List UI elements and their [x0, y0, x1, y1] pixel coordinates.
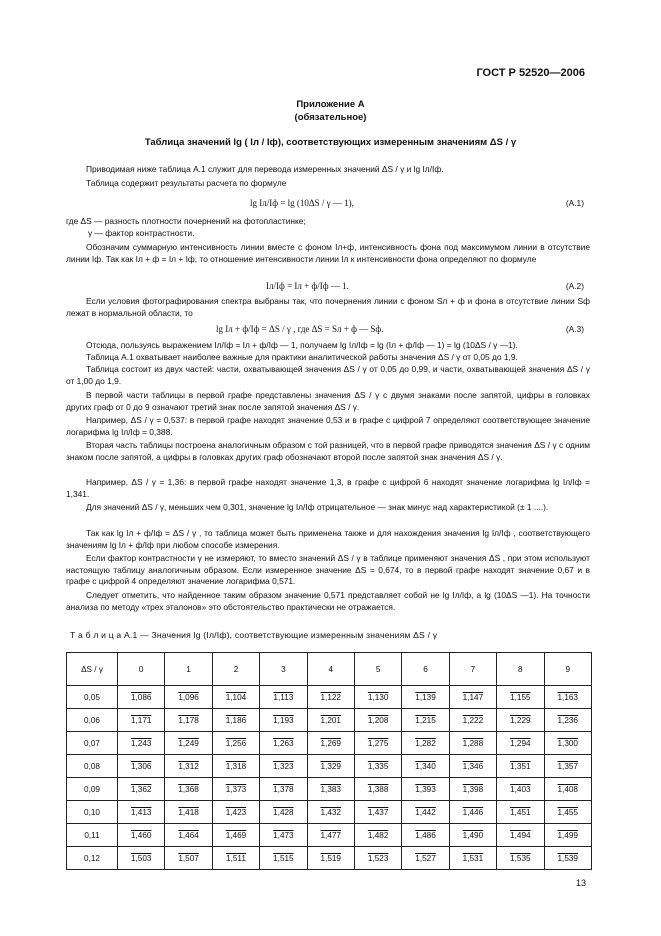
table-cell: 1,442 [402, 801, 449, 824]
formula-number: (А.2) [565, 281, 584, 291]
table-cell: 1,378 [260, 778, 307, 801]
table-cell: 1,486 [402, 824, 449, 847]
table-cell: 1,451 [497, 801, 544, 824]
table-cell: 1,282 [402, 732, 449, 755]
table-cell: 1,113 [260, 686, 307, 709]
table-cell: 1,446 [449, 801, 496, 824]
paragraph: Отсюда, пользуясь выражением Iл/Iф = Iл + ф/Iф — 1, получаем lg Iл/Iф = lg (Iл + ф/Iф — 1) = lg (10ΔS / γ —1). [86, 340, 518, 350]
table-cell: 1,428 [260, 801, 307, 824]
column-header: 6 [402, 653, 449, 686]
table-cell: 1,507 [165, 847, 212, 870]
formula-number: (А.3) [565, 324, 584, 334]
table-cell: 1,306 [118, 755, 165, 778]
table-cell: 1,408 [544, 778, 591, 801]
row-label-cell: 0,08 [67, 755, 118, 778]
table-cell: 1,503 [118, 847, 165, 870]
table-cell: 1,464 [165, 824, 212, 847]
table-cell: 1,519 [307, 847, 354, 870]
row-label-cell: 0,12 [67, 847, 118, 870]
row-label-cell: 0,05 [67, 686, 118, 709]
table-row [67, 778, 592, 801]
table-cell: 1,086 [118, 686, 165, 709]
table-cell: 1,288 [449, 732, 496, 755]
table-cell: 1,186 [212, 709, 259, 732]
table-cell: 1,539 [544, 847, 591, 870]
table-cell: 1,494 [497, 824, 544, 847]
column-header: 4 [307, 653, 354, 686]
column-header: 9 [544, 653, 591, 686]
row-label-cell: 0,06 [67, 709, 118, 732]
formula-text: lg Iл/Iф = lg (10ΔS / γ — 1), [250, 198, 354, 208]
table-row [67, 732, 592, 755]
table-cell: 1,523 [354, 847, 401, 870]
row-label-cell: 0,07 [67, 732, 118, 755]
standard-header: ГОСТ Р 52520—2006 [476, 67, 585, 79]
paragraph: Вторая часть таблицы построена аналогичным образом с той разницей, что в первой графе приводятся значения ΔS / γ с одним знаком после запятой, а цифры в головках других граф обозначают второй после запятой знак значения ΔS / γ. [66, 440, 590, 462]
table-cell: 1,515 [260, 847, 307, 870]
table-cell: 1,222 [449, 709, 496, 732]
table-cell: 1,147 [449, 686, 496, 709]
table-cell: 1,423 [212, 801, 259, 824]
table-cell: 1,351 [497, 755, 544, 778]
table-cell: 1,096 [165, 686, 212, 709]
table-cell: 1,256 [212, 732, 259, 755]
paragraph: где ΔS — разность плотности почернений на фотопластинке; [66, 216, 306, 226]
section-title: Таблица значений lg ( Iл / Iф), соответствующих измеренным значениям ΔS / γ [144, 137, 517, 148]
table-cell: 1,249 [165, 732, 212, 755]
table-cell: 1,236 [544, 709, 591, 732]
page-number: 13 [575, 878, 586, 888]
column-header: 3 [260, 653, 307, 686]
table-cell: 1,460 [118, 824, 165, 847]
table-cell: 1,437 [354, 801, 401, 824]
table-cell: 1,383 [307, 778, 354, 801]
appendix-status: (обязательное) [294, 112, 367, 123]
table-cell: 1,263 [260, 732, 307, 755]
table-cell: 1,323 [260, 755, 307, 778]
table-cell: 1,346 [449, 755, 496, 778]
table-row [67, 755, 592, 778]
table-cell: 1,413 [118, 801, 165, 824]
paragraph: Следует отметить, что найденное таким образом значение 0,571 представляет собой не lg Iл/Iф, а lg (10ΔS —1). На точности анализа по методу «трех эталонов» это обстоятельство практически не отражается. [66, 590, 590, 612]
paragraph: Приводимая ниже таблица А.1 служит для перевода измеренных значений ΔS / γ и lg Iл/Iф. [86, 164, 444, 174]
table-cell: 1,388 [354, 778, 401, 801]
table-cell: 1,418 [165, 801, 212, 824]
appendix-heading [0, 98, 661, 124]
table-cell: 1,357 [544, 755, 591, 778]
table-cell: 1,122 [307, 686, 354, 709]
table-cell: 1,229 [497, 709, 544, 732]
table-row [67, 709, 592, 732]
table-cell: 1,362 [118, 778, 165, 801]
table-cell: 1,455 [544, 801, 591, 824]
row-label-cell: 0,10 [67, 801, 118, 824]
table-cell: 1,130 [354, 686, 401, 709]
table-cell: 1,469 [212, 824, 259, 847]
column-header: 2 [212, 653, 259, 686]
paragraph: Так как lg Iл + ф/Iф = ΔS / γ , то таблица может быть применена также и для нахождения значения lg Iл/Iф , соответствующего значениям lg Iл + ф/Iф при любом способе измерения. [66, 528, 590, 550]
table-cell: 1,275 [354, 732, 401, 755]
table-cell: 1,373 [212, 778, 259, 801]
formula-text: lg Iл + ф/Iф = ΔS / γ , где ΔS = Sл + ф — Sф. [216, 324, 384, 334]
column-header: 7 [449, 653, 496, 686]
table-cell: 1,171 [118, 709, 165, 732]
table-cell: 1,527 [402, 847, 449, 870]
table-cell: 1,398 [449, 778, 496, 801]
table-cell: 1,335 [354, 755, 401, 778]
column-header: 0 [118, 653, 165, 686]
table-cell: 1,294 [497, 732, 544, 755]
column-header: ΔS / γ [67, 653, 118, 686]
paragraph: Таблица состоит из двух частей: части, охватывающей значения ΔS / γ от 0,05 до 0,99, и части, охватывающей значения ΔS / γ от 1,00 до 1,9. [66, 364, 590, 386]
table-caption: Т а б л и ц а А.1 — Значения lg (Iл/Iф), соответствующие измеренным значениям ΔS / γ [70, 630, 438, 640]
paragraph: Таблица содержит результаты расчета по формуле [86, 178, 287, 188]
paragraph: Обозначим суммарную интенсивность линии вместе с фоном Iл+ф, интенсивность фона под максимумом линии в отсутствие линии Iф. Так как Iл + ф = Iл + Iф, то отношение интенсивности линии Iл к интенсивности фона определяют по формуле [66, 242, 590, 264]
table-cell: 1,535 [497, 847, 544, 870]
row-label-cell: 0,11 [67, 824, 118, 847]
table-row [67, 686, 592, 709]
table-cell: 1,477 [307, 824, 354, 847]
table-cell: 1,368 [165, 778, 212, 801]
table-row [67, 847, 592, 870]
table-cell: 1,269 [307, 732, 354, 755]
table-row [67, 801, 592, 824]
table-cell: 1,531 [449, 847, 496, 870]
table-cell: 1,104 [212, 686, 259, 709]
table-cell: 1,155 [497, 686, 544, 709]
table-cell: 1,201 [307, 709, 354, 732]
table-cell: 1,312 [165, 755, 212, 778]
table-cell: 1,482 [354, 824, 401, 847]
table-cell: 1,243 [118, 732, 165, 755]
table-cell: 1,163 [544, 686, 591, 709]
paragraph: В первой части таблицы в первой графе представлены значения ΔS / γ с двумя знаками после запятой, цифры в головках других граф от 0 до 9 означают третий знак после запятой значения ΔS / γ. [66, 390, 590, 412]
table-cell: 1,403 [497, 778, 544, 801]
table-cell: 1,432 [307, 801, 354, 824]
table-cell: 1,340 [402, 755, 449, 778]
table-cell: 1,329 [307, 755, 354, 778]
formula-text: Iл/Iф = Iл + ф/Iф — 1. [266, 281, 349, 291]
table-cell: 1,499 [544, 824, 591, 847]
table-cell: 1,473 [260, 824, 307, 847]
column-header: 5 [354, 653, 401, 686]
paragraph: Если условия фотографирования спектра выбраны так, что почернения линии с фоном Sл + ф и фона в отсутствие линии Sф лежат в нормальной области, то [66, 296, 590, 318]
table-row [67, 824, 592, 847]
table-cell: 1,208 [354, 709, 401, 732]
table-cell: 1,215 [402, 709, 449, 732]
table-cell: 1,139 [402, 686, 449, 709]
paragraph: Например, ΔS / γ = 0,537: в первой графе находят значение 0,53 и в графе с цифрой 7 определяют соответствующее значение логарифма lg Iл/Iф = 0,388. [66, 415, 590, 437]
log-values-table [66, 652, 592, 870]
table-cell: 1,193 [260, 709, 307, 732]
paragraph: γ — фактор контрастности. [88, 228, 195, 238]
paragraph: Таблица А.1 охватывает наиболее важные для практики аналитической работы значения ΔS / γ от 0,05 до 1,9. [86, 352, 518, 362]
row-label-cell: 0,09 [67, 778, 118, 801]
paragraph: Например, ΔS / γ = 1,36: в первой графе находят значение 1,3, в графе с цифрой 6 находят значение логарифма lg Iл/Iф = 1,341. [66, 477, 590, 499]
table-cell: 1,300 [544, 732, 591, 755]
table-cell: 1,178 [165, 709, 212, 732]
formula-number: (А.1) [565, 198, 584, 208]
column-header: 1 [165, 653, 212, 686]
table-cell: 1,318 [212, 755, 259, 778]
table-cell: 1,511 [212, 847, 259, 870]
paragraph: Если фактор контрастности γ не измеряют, то вместо значений ΔS / γ в таблице применяют значения ΔS , при этом используют настоящую таблицу аналогичным образом. Если измеренное значение ΔS = 0,674, то в первой графе находят значение 0,67 и в графе с цифрой 4 определяют значение логарифма 0,571. [66, 553, 590, 587]
column-header: 8 [497, 653, 544, 686]
paragraph: Для значений ΔS / γ, меньших чем 0,301, значение lg Iл/Iф отрицательное — знак минус над характеристикой (± 1 ....). [86, 502, 549, 512]
table-cell: 1,393 [402, 778, 449, 801]
table-header-row [67, 653, 592, 686]
table-cell: 1,490 [449, 824, 496, 847]
appendix-title: Приложение А [296, 99, 365, 110]
